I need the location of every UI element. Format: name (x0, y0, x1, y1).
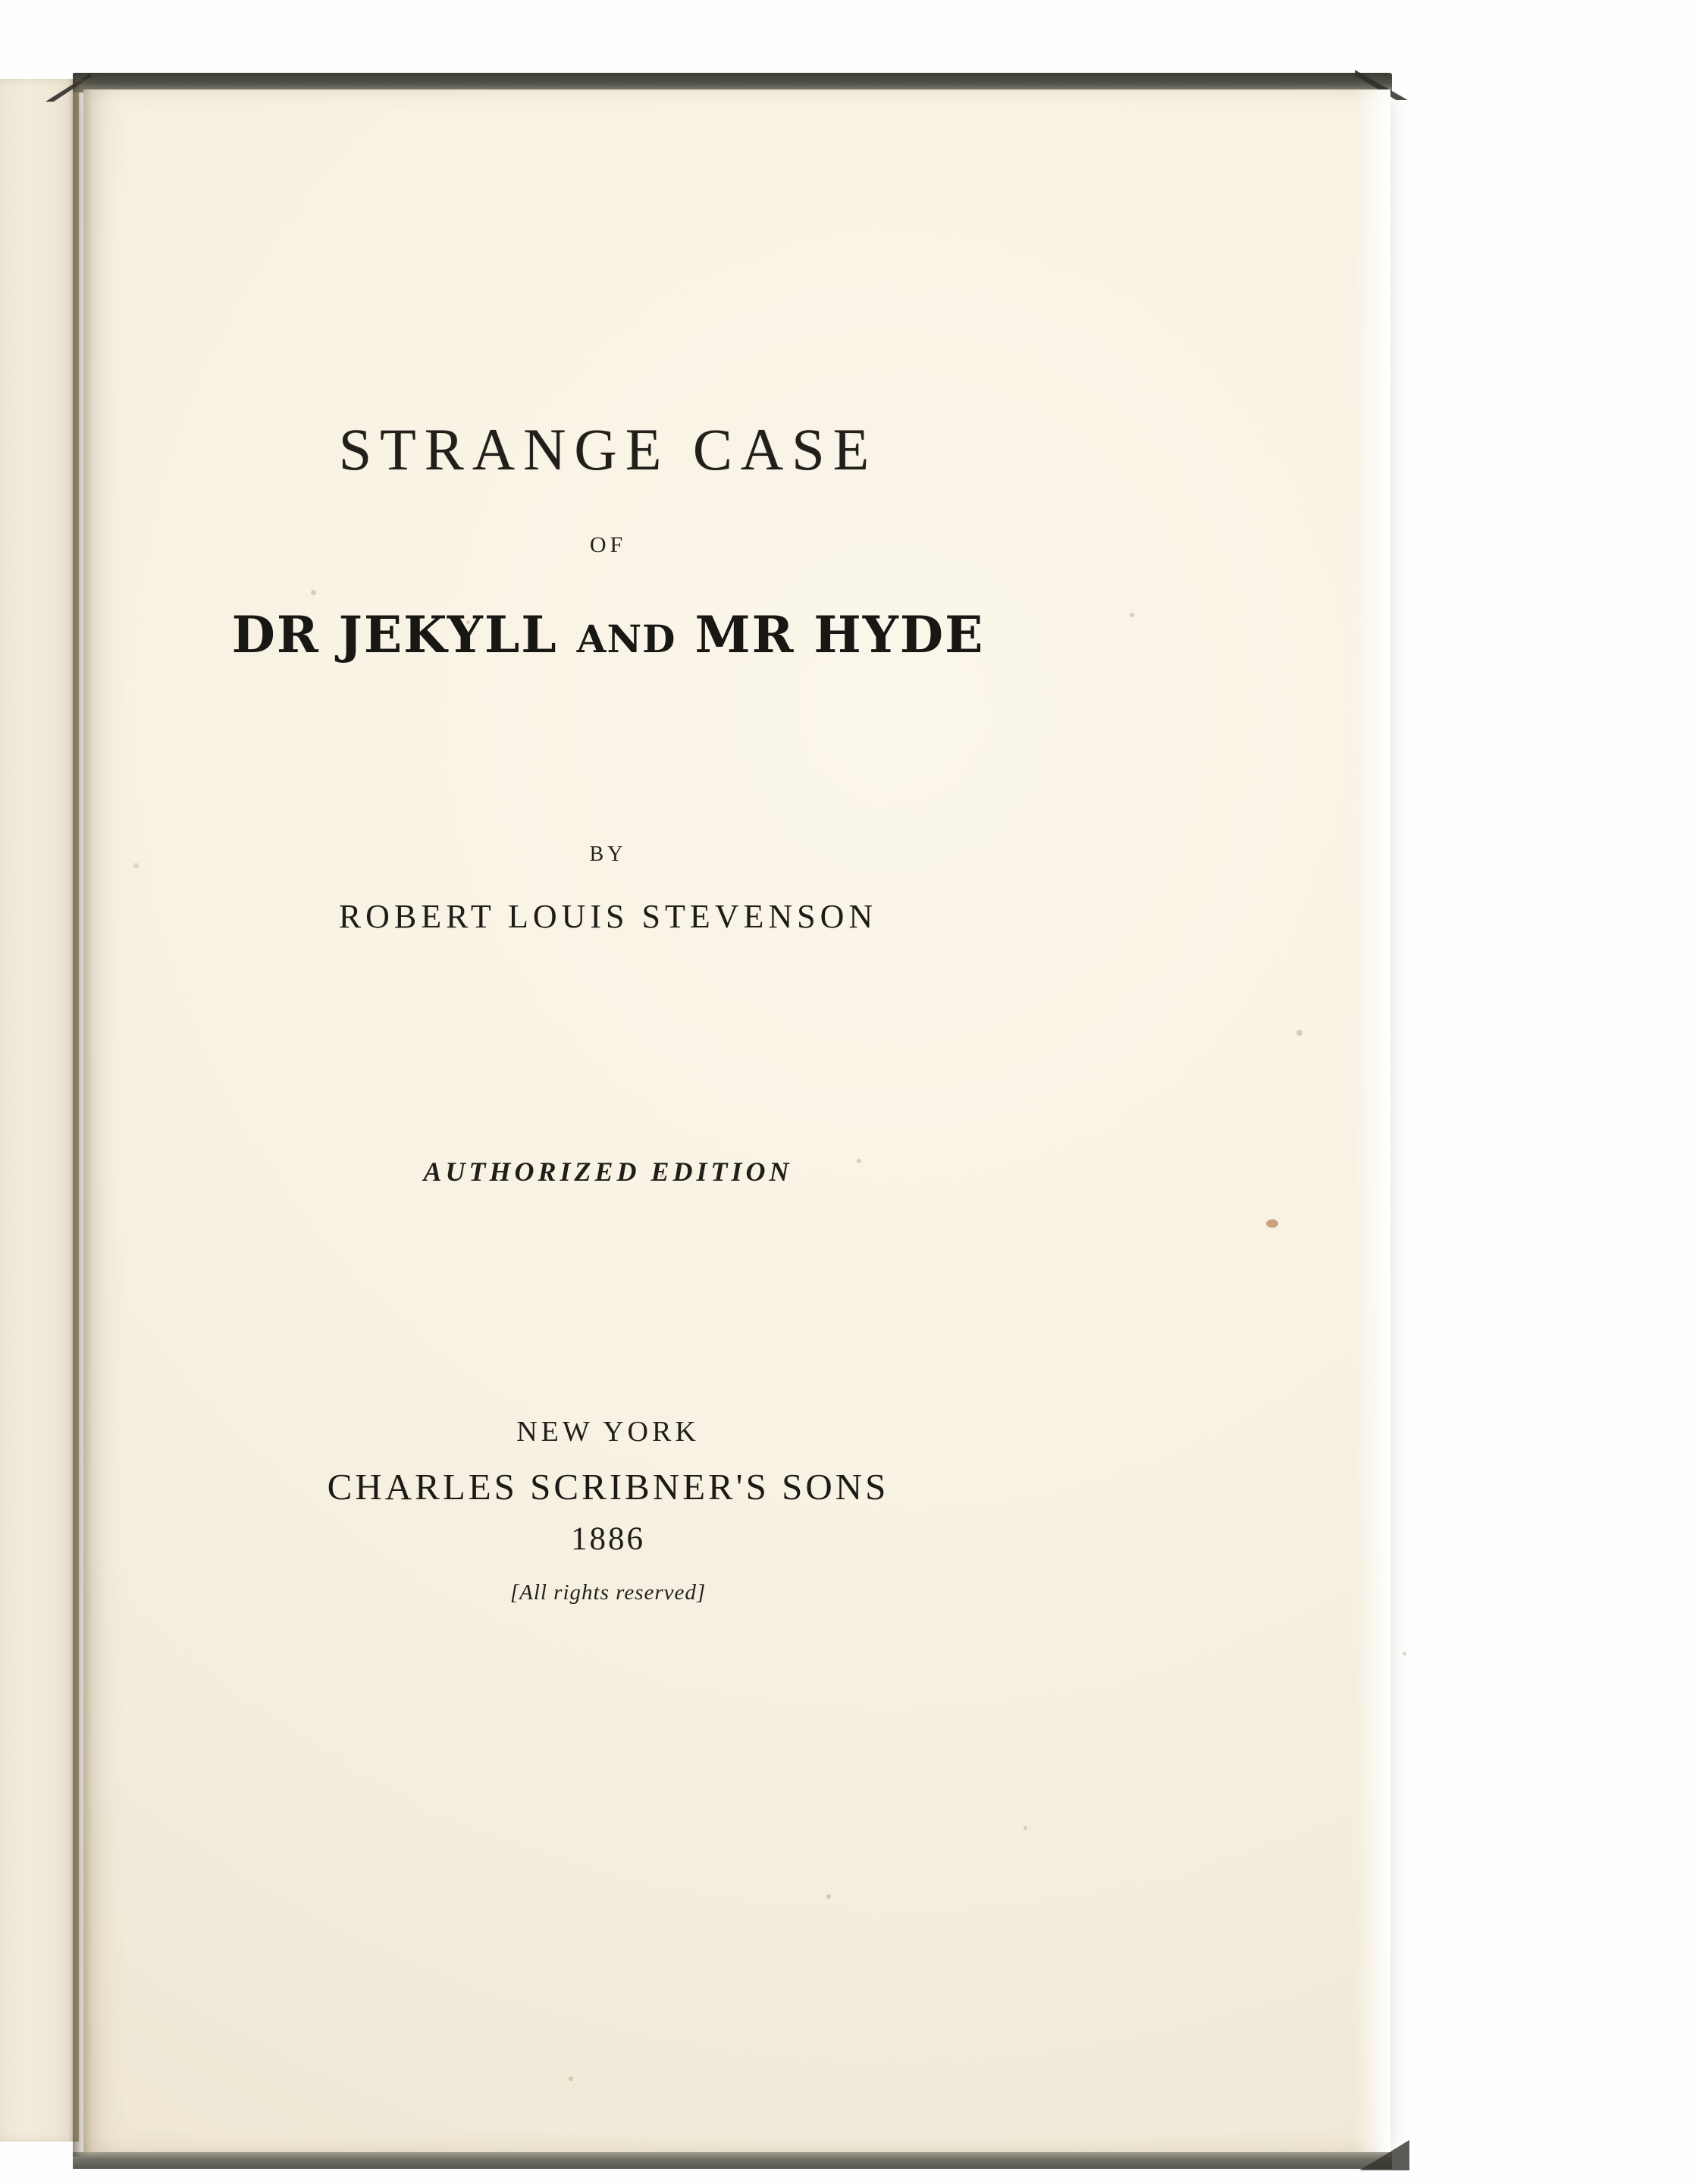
page-subtitle (83, 605, 1133, 664)
imprint-block (83, 1415, 1133, 1605)
page-title: STRANGE CASE (338, 416, 878, 482)
imprint-city: NEW YORK (516, 1416, 700, 1448)
subtitle-part-first: DR JEKYLL (231, 605, 577, 664)
title-page (83, 89, 1390, 2152)
cover-board-bottom-edge (73, 2152, 1392, 2169)
author-name: ROBERT LOUIS STEVENSON (338, 898, 878, 935)
title-connector: OF (589, 532, 627, 557)
subtitle-conjunction: AND (576, 617, 676, 661)
subtitle-part-second: MR HYDE (676, 605, 985, 664)
imprint-year: 1886 (571, 1521, 645, 1557)
facing-blank-page (0, 79, 79, 2142)
binding-gutter-shadow (73, 79, 92, 2157)
rights-statement: [All rights reserved] (509, 1580, 707, 1605)
imprint-publisher: CHARLES SCRIBNER'S SONS (327, 1466, 889, 1508)
edition-note: AUTHORIZED EDITION (423, 1156, 793, 1187)
page-fore-edge-highlight (1356, 89, 1390, 2152)
title-text-column (83, 89, 1133, 1605)
byline-label: BY (589, 843, 627, 866)
